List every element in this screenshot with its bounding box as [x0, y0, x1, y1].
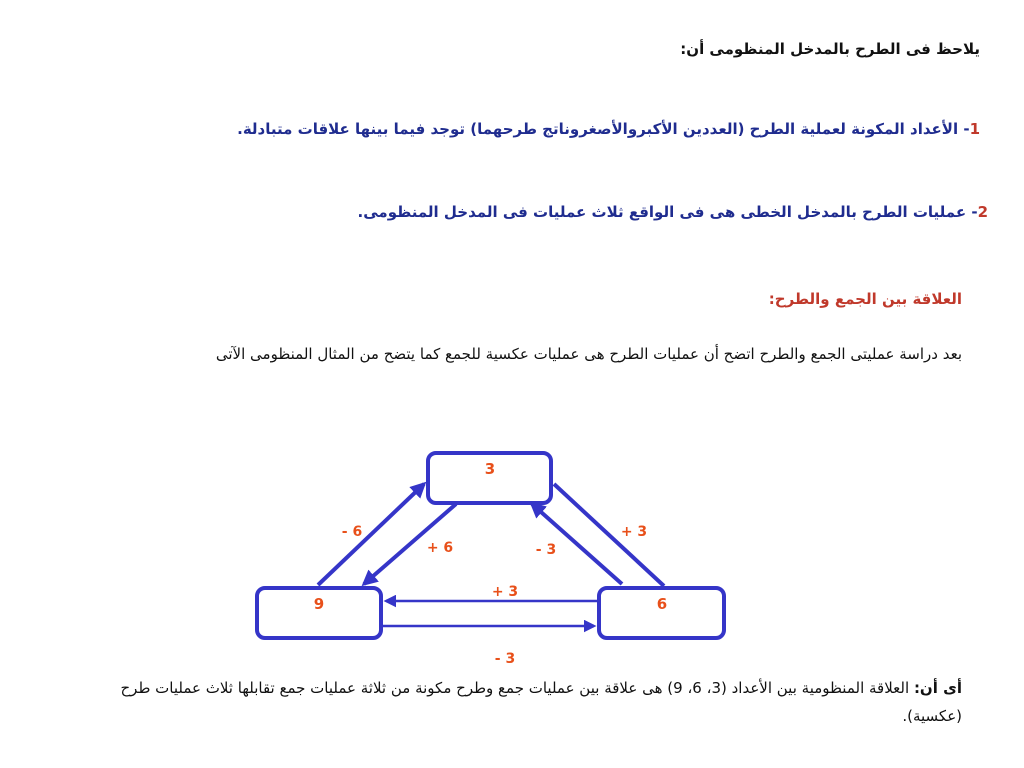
point-1: 1- الأعداد المكونة لعملية الطرح (العددين الأكبروالأصغروناتج طرحهما) توجد فيما بينها علاقات متبادلة. [237, 120, 980, 138]
node-left-label: 9 [313, 595, 325, 613]
label-left-outer: - 6 [341, 524, 363, 540]
node-right-label: 6 [656, 595, 668, 613]
label-right-outer: + 3 [620, 524, 648, 540]
label-bottom-upper: + 3 [491, 584, 519, 600]
body-paragraph: بعد دراسة عمليتى الجمع والطرح اتضح أن عمليات الطرح هى عمليات عكسية للجمع كما يتضح من المثال المنظومى الآتى [215, 345, 962, 363]
label-bottom-lower: - 3 [494, 651, 516, 667]
label-left-inner: + 6 [426, 540, 454, 556]
conclusion-paragraph [102, 674, 962, 730]
section-heading: العلاقة بين الجمع والطرح: [768, 290, 962, 308]
label-right-inner: - 3 [535, 542, 557, 558]
conclusion-text: العلاقة المنظومية بين الأعداد (3، 6، 9) هى علاقة بين عمليات جمع وطرح مكونة من ثلاثة عمليات جمع تقابلها ثلاث عمليات طرح (عكسية). [120, 679, 962, 725]
point-2: 2- عمليات الطرح بالمدخل الخطى هى فى الواقع ثلاث عمليات فى المدخل المنظومى. [357, 203, 988, 221]
point-2-number: 2 [977, 203, 988, 221]
intro-line: يلاحظ فى الطرح بالمدخل المنظومى أن: [680, 40, 980, 58]
node-top-label: 3 [484, 460, 496, 478]
point-1-text: الأعداد المكونة لعملية الطرح (العددين الأكبروالأصغروناتج طرحهما) توجد فيما بينها علاقات متبادلة. [237, 120, 959, 138]
point-1-number: 1 [969, 120, 980, 138]
conclusion-lead: أى أن: [913, 679, 962, 697]
point-2-text: عمليات الطرح بالمدخل الخطى هى فى الواقع ثلاث عمليات فى المدخل المنظومى. [357, 203, 967, 221]
arrow-left-to-top [318, 484, 424, 585]
